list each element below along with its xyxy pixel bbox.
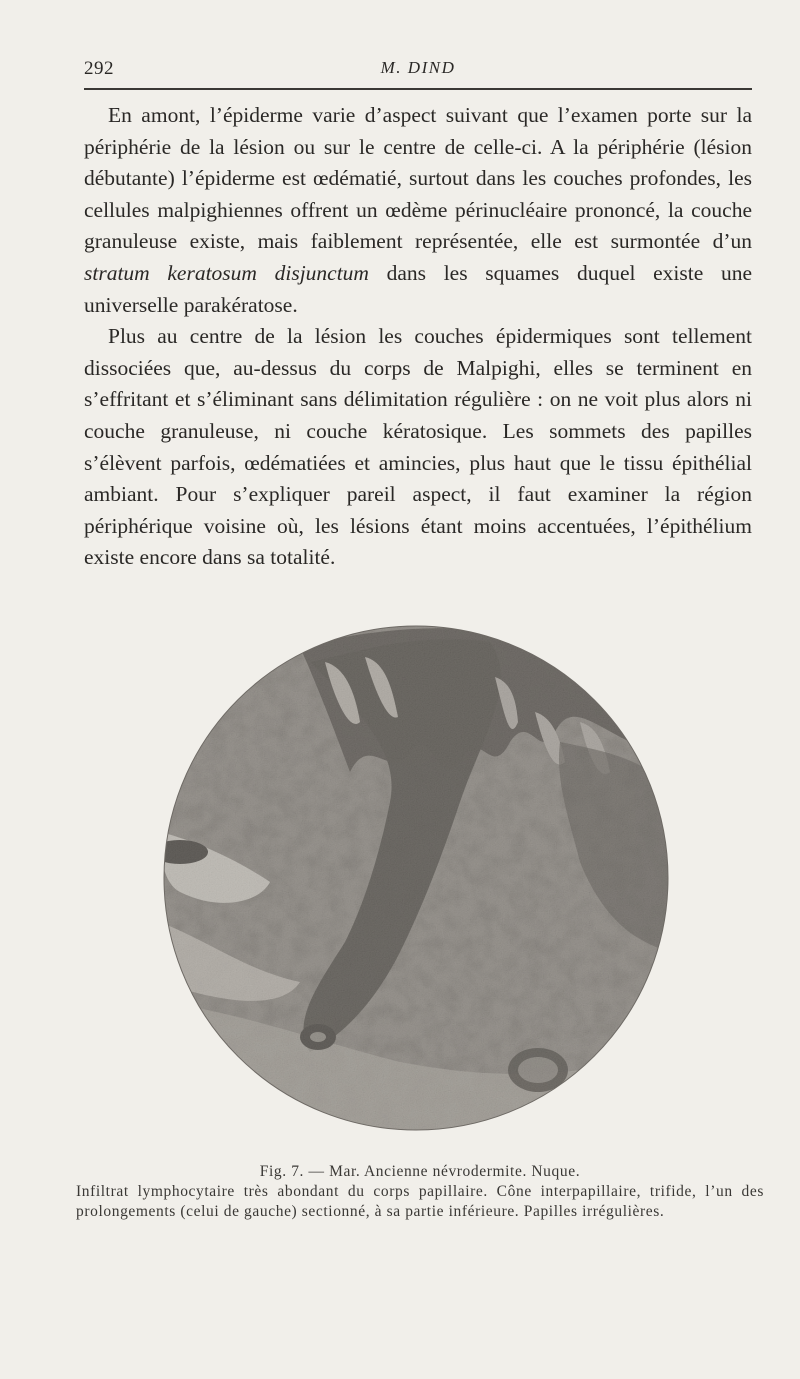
caption-title: Fig. 7. — Mar. Ancienne névrodermite. Nuque. [259,1163,581,1180]
page-number: 292 [84,58,114,79]
running-head-author: M. DIND [380,58,456,77]
figure-caption [76,1162,764,1222]
running-head [84,58,752,84]
header-rule [84,88,752,90]
caption-text: Infiltrat lymphocytaire très abondant du corps papillaire. Cône interpapillaire, trifide, l’un des prolongements (celui de gauche) sectionné, à sa partie inférieure. Papilles irrégulières. [76,1183,764,1220]
paragraph-2: Plus au centre de la lésion les couches épidermiques sont tellement dissociées que, au-dessus du corps de Malpighi, elles se terminent en s’effritant et s’éliminant sans délimitation régulière : on ne voit plus alors ni couche granuleuse, ni couche kératosique. Les sommets des papilles s’élèvent parfois, œdématiées et amincies, plus haut que le tissu épithélial ambiant. Pour s’expliquer pareil aspect, il faut examiner la région périphérique voisine où, les lésions étant moins accentuées, l’épithélium existe encore dans sa totalité. [84,324,752,570]
paragraph-1 [84,100,752,321]
paragraph-1-text-a: En amont, l’épiderme varie d’aspect suivant que l’examen porte sur la périphérie de la lésion ou sur le centre de celle-ci. A la périphérie (lésion débutante) l’épiderme est œdématié, surtout dans les couches profondes, les cellules malpighiennes offrent un œdème périnucléaire prononcé, la couche granuleuse existe, mais faiblement représentée, elle est surmontée d’un [84,103,752,254]
paragraph-1-text-b: dans les squames duquel existe une universelle parakératose. [84,260,752,317]
micrograph-image [160,622,672,1134]
paragraph-1-italic-term: stratum keratosum disjunctum [84,260,369,285]
body-text [84,100,752,574]
micrograph-figure [160,622,672,1134]
